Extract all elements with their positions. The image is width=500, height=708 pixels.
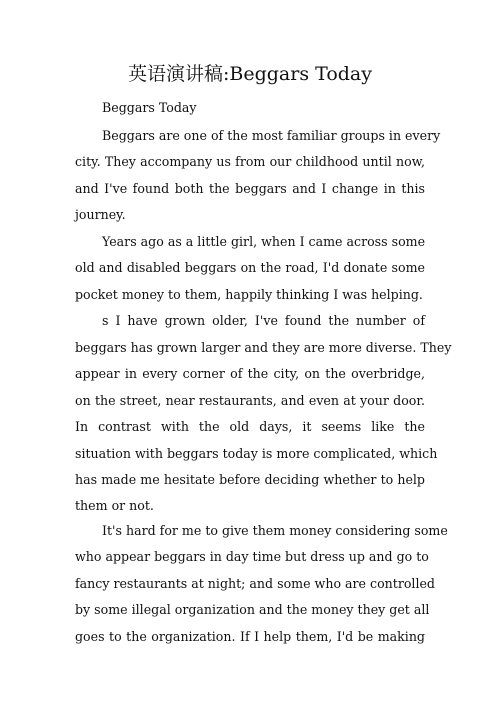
paragraph-line: Years ago as a little girl, when I came across some <box>102 234 426 249</box>
paragraph-line: s I have grown older, I've found the number of <box>102 313 425 328</box>
paragraph-line: pocket money to them, happily thinking I was helping. <box>75 287 423 302</box>
paragraph-line: on the street, near restaurants, and even at your door. <box>75 393 425 408</box>
paragraph-line: journey. <box>75 207 126 222</box>
paragraph-line: them or not. <box>75 498 154 513</box>
paragraph-line: Beggars are one of the most familiar groups in every <box>102 128 441 143</box>
paragraph-line: situation with beggars today is more complicated, which <box>75 446 438 461</box>
paragraph-line: by some illegal organization and the money they get all <box>75 602 430 617</box>
paragraph-line: In contrast with the old days, it seems like the <box>75 419 425 434</box>
paragraph-line: has made me hesitate before deciding whether to help <box>75 472 425 487</box>
subtitle-line: Beggars Today <box>102 100 197 115</box>
paragraph-line: appear in every corner of the city, on the overbridge, <box>75 366 425 381</box>
paragraph-line: who appear beggars in day time but dress up and go to <box>75 549 429 564</box>
paragraph-line: goes to the organization. If I help them, I'd be making <box>75 629 425 644</box>
paragraph-line: and I've found both the beggars and I change in this <box>75 181 425 196</box>
paragraph-line: beggars has grown larger and they are more diverse. They <box>75 340 452 355</box>
paragraph-line: It's hard for me to give them money considering some <box>102 523 448 538</box>
paragraph-line: fancy restaurants at night; and some who are controlled <box>75 576 435 591</box>
paragraph-line: old and disabled beggars on the road, I'd donate some <box>75 260 425 275</box>
document-title: 英语演讲稿:Beggars Today <box>128 63 372 85</box>
paragraph-line: city. They accompany us from our childhood until now, <box>75 154 425 169</box>
